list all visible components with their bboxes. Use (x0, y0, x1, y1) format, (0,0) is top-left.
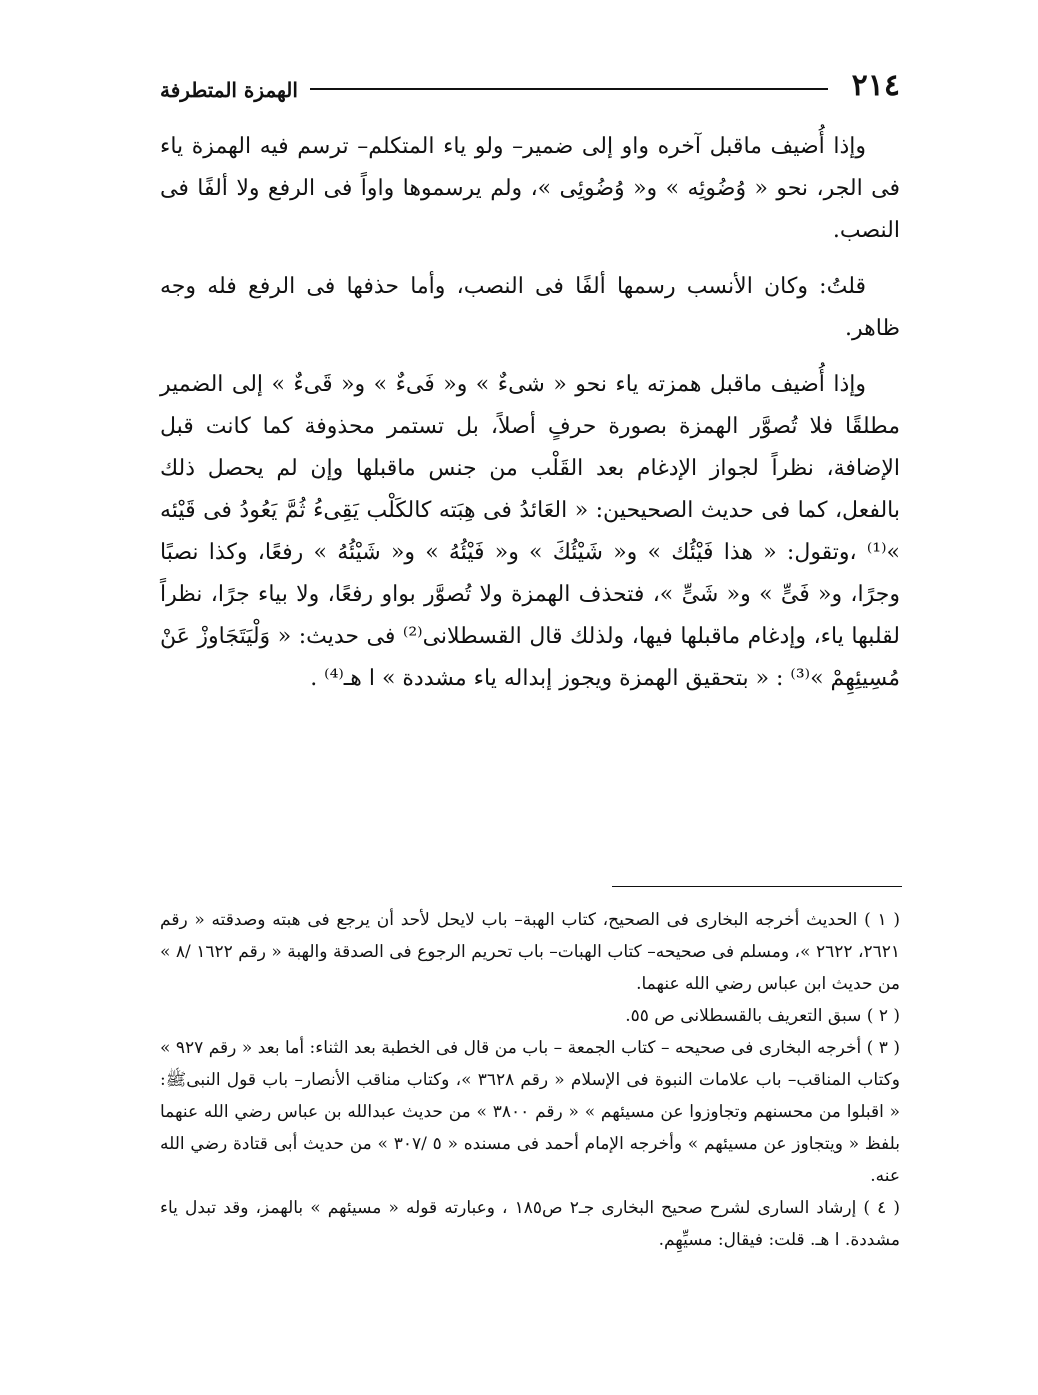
footnote-3: ( ٣ ) أخرجه البخارى فى صحيحه – كتاب الجمعة – باب من قال فى الخطبة بعد الثناء: أما بعد « رقم ٩٢٧ » وكتاب المناقب– باب علامات النبوة فى الإسلام « رقم ٣٦٢٨ »، وكتاب مناقب الأنصار– باب قول النبىﷺ: « اقبلوا من محسنهم وتجاوزوا عن مسيئهم » « رقم ٣٨٠٠ » من حديث عبدالله بن عباس رضي الله عنهما بلفظ « ويتجاوز عن مسيئهم » وأخرجه الإمام أحمد فى مسنده « ٥ /٣٠٧ » من حديث أبى قتادة رضي الله عنه. (160, 1038, 901, 1186)
paragraph-1: وإذا أُضيف ماقبل آخره واو إلى ضمير– ولو ياء المتكلم– ترسم فيه الهمزة ياء فى الجر، نحو « وُضُوئِه » و« وُضُوئِى »، ولم يرسموها واواً فى الرفع ولا ألفًا فى النصب. (160, 134, 900, 243)
page-number: ٢١٤ (851, 68, 900, 103)
footnote-separator (612, 886, 902, 887)
running-title: الهمزة المتطرفة (160, 78, 298, 102)
header-rule (310, 88, 828, 90)
footnote-2: ( ٢ ) سبق التعريف بالقسطلانى ص ٥٥. (625, 1006, 900, 1026)
paragraph-3: وإذا أُضيف ماقبل همزته ياء نحو « شىءٌ » و« فَىءٌ » و« قَىءٌ » إلى الضمير مطلقًا فلا تُصوَّر الهمزة بصورة حرفٍ أصلاً، بل تستمر محذوفة كما كانت قبل الإضافة، نظراً لجواز الإدغام بعد القَلْب من جنس ماقبلها وإن لم يحصل ذلك بالفعل، كما فى حديث الصحيحين: « العَائدُ فى هِبَته كالكَلْب يَقِىءُ ثُمَّ يَعُودُ فى قَيْئه »⁽¹⁾ ،وتقول: « هذا فَيْئُك » و« شَيْئُكَ » و« فَيْئُهُ » و« شَيْئُهُ » رفعًا، وكذا نصبًا وجرًا، و« فَىٍّ » و« شَىٍّ »، فتحذف الهمزة ولا تُصوَّر بواو رفعًا، ولا بياء جرًا، نظراً لقلبها ياء، وإدغام ماقبلها فيها، ولذلك قال القسطلانى⁽²⁾ فى حديث: « وَلْيَتَجَاوزْ عَنْ مُسِيئِهِمْ »⁽³⁾ : « بتحقيق الهمزة ويجوز إبداله ياء مشددة » ا هـ⁽⁴⁾ . (160, 372, 900, 691)
footnotes (160, 904, 900, 1256)
paragraph-2: قلتُ: وكان الأنسب رسمها ألفًا فى النصب، وأما حذفها فى الرفع فله وجه ظاهر. (160, 274, 900, 341)
main-text (160, 126, 900, 714)
page-header (160, 66, 900, 110)
footnote-4: ( ٤ ) إرشاد السارى لشرح صحيح البخارى جـ٢ ص١٨٥ ، وعبارته قوله « مسيئهم » بالهمز، وقد تبدل ياء مشددة. ا هـ. قلت: فيقال: مسيِّهِم. (160, 1198, 900, 1250)
footnote-1: ( ١ ) الحديث أخرجه البخارى فى الصحيح، كتاب الهبة– باب لايحل لأحد أن يرجع فى هبته وصدقته « رقم ٢٦٢١، ٢٦٢٢ »، ومسلم فى صحيحه– كتاب الهبات– باب تحريم الرجوع فى الصدقة والهبة « رقم ١٦٢٢ /٨ » من حديث ابن عباس رضي الله عنهما. (160, 910, 900, 994)
